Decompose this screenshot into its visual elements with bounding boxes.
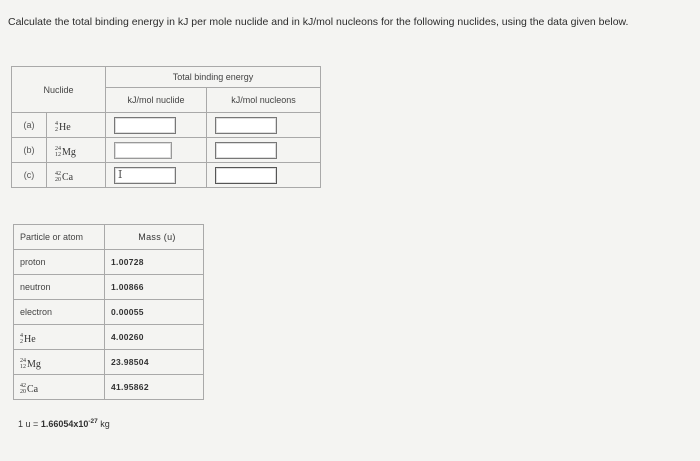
answer-input-kj-per-mol-nucleons-c[interactable] — [215, 167, 277, 184]
table-row — [14, 325, 204, 350]
table-row — [14, 275, 204, 300]
answer-input-kj-per-mol-nuclide-a[interactable] — [114, 117, 176, 134]
header-mass: Mass (u) — [105, 225, 204, 250]
table-row — [14, 250, 204, 275]
table-row — [12, 138, 321, 163]
table-row — [12, 163, 321, 188]
row-label: (a) — [12, 113, 47, 138]
particle-name: neutron — [14, 275, 105, 300]
unit-conversion-footnote: 1 $u = 1.66054x10^{-27}$ kg — [18, 418, 110, 429]
nuclide-symbol: 4 2 He — [47, 113, 106, 138]
table-row — [14, 375, 204, 400]
mass-value: 0.00055 — [105, 300, 204, 325]
mass-value: 41.95862 — [105, 375, 204, 400]
particle-name: electron — [14, 300, 105, 325]
table-row — [14, 350, 204, 375]
mass-value: 1.00728 — [105, 250, 204, 275]
answer-input-kj-per-mol-nucleons-b[interactable] — [215, 142, 277, 159]
answer-input-kj-per-mol-nucleons-a[interactable] — [215, 117, 277, 134]
nuclide-symbol: 24 12 Mg — [14, 350, 105, 375]
answer-input-kj-per-mol-nuclide-b[interactable] — [114, 142, 172, 159]
header-particle-or-atom: Particle or atom — [14, 225, 105, 250]
nuclide-symbol: 4 2 He — [14, 325, 105, 350]
particle-name: proton — [14, 250, 105, 275]
header-nuclide: Nuclide — [12, 67, 106, 113]
mass-value: 1.00866 — [105, 275, 204, 300]
mass-value: 23.98504 — [105, 350, 204, 375]
question-text: Calculate the total binding energy in kJ per mole nuclide and in kJ/mol nucleons for the following nuclides, using the data given below. — [8, 16, 629, 28]
row-label: (b) — [12, 138, 47, 163]
nuclide-table — [11, 66, 321, 188]
header-kj-per-mol-nuclide: kJ/mol nuclide — [106, 88, 207, 113]
header-total-binding-energy: Total binding energy — [106, 67, 321, 88]
nuclide-symbol: 42 20 Ca — [47, 163, 106, 188]
table-row — [12, 113, 321, 138]
nuclide-symbol: 42 20 Ca — [14, 375, 105, 400]
nuclide-symbol: 24 12 Mg — [47, 138, 106, 163]
answer-input-kj-per-mol-nuclide-c[interactable] — [114, 167, 176, 184]
mass-table — [13, 224, 204, 400]
header-kj-per-mol-nucleons: kJ/mol nucleons — [207, 88, 321, 113]
text-cursor-icon: I — [118, 167, 123, 181]
table-row — [14, 300, 204, 325]
mass-value: 4.00260 — [105, 325, 204, 350]
row-label: (c) — [12, 163, 47, 188]
